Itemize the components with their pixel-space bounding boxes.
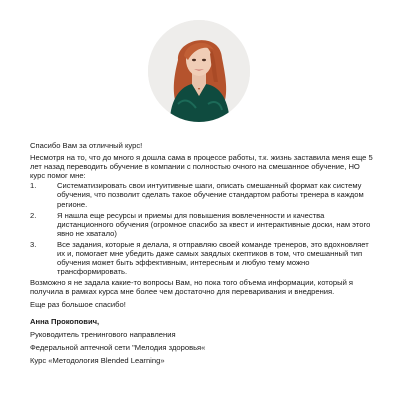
- letter-closing-paragraph: Возможно я не задала какие-то вопросы Вам, но пока того объема информации, который я получила в рамках курса мне более чем достаточно для переваривания и внедрения.: [30, 278, 354, 297]
- list-item-text: Все задания, которые я делала, я отправляю своей команде тренеров, это вдохновляет их и, помогает мне убедить даже самых заядлых скептиков в том, что смешанный тип обучения может быть эффективным, интересным и любую тему можно трансформировать.: [57, 239, 369, 277]
- list-item-text: Я нашла еще ресурсы и приемы для повышения вовлеченности и качества дистанционного обучения (огромное спасибо за квест и интерактивные доски, нам этого явно не хватало): [57, 210, 371, 238]
- signature-role: Руководитель тренингового направления: [30, 330, 176, 339]
- author-portrait-icon: [148, 20, 250, 122]
- letter-thanks: Еще раз большое спасибо!: [30, 299, 126, 309]
- list-item-number: 1.: [30, 181, 37, 191]
- list-item: [30, 181, 375, 208]
- list-item-number: 3.: [30, 239, 37, 249]
- signature-block: [30, 315, 375, 367]
- letter-greeting: Спасибо Вам за отличный курс!: [30, 141, 143, 150]
- letter-intro: Несмотря на то, что до много я дошла сама в процессе работы, т.к. жизнь заставила меня еще 5 лет назад переводить обучение в компании с полностью очного на смешанное обучение, НО курс помог мне:: [30, 153, 373, 181]
- signature-company: Федеральной аптечной сети "Мелодия здоровья«: [30, 343, 206, 352]
- signature-course: Курс «Методология Blended Learning»: [30, 356, 165, 365]
- list-item-number: 2.: [30, 210, 37, 220]
- list-item-text: Систематизировать свои интуитивные шаги, описать смешанный формат как систему обучения, что позволит сделать такое обучение стандартом работы тренера в каждом регионе.: [57, 181, 364, 209]
- list-item: [30, 211, 375, 238]
- letter-body: [30, 141, 375, 309]
- list-item: [30, 240, 375, 276]
- author-photo: [148, 20, 250, 122]
- signature-name: Анна Прокопович,: [30, 317, 100, 326]
